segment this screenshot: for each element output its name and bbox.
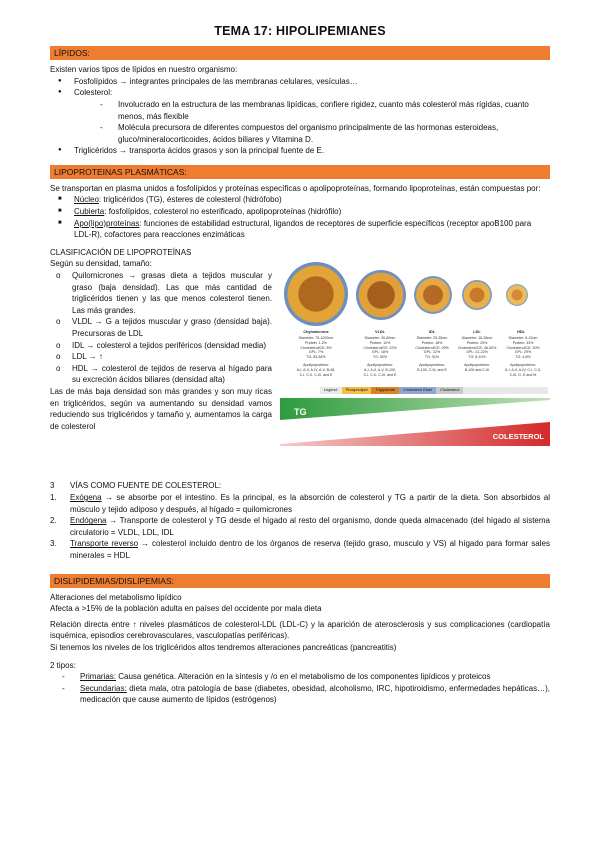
hdl-particle — [506, 284, 528, 306]
term: Transporte reverso — [70, 539, 139, 549]
definition: dieta mala, otra patología de base (diabetes, obesidad, alcoholismo, IRC, hipotiroidismo, enfermedades hepáticas…), medicación que cause aumento de lípidos (estrógenos) — [80, 683, 550, 705]
list-item — [50, 538, 550, 561]
lipidos-list — [50, 76, 550, 157]
definition: → colesterol incluido dentro de los órganos de reserva (tejido graso, musculo y VS) al hígado para formar sales minerales = HDL — [70, 539, 550, 560]
item-number: 2. — [50, 516, 57, 526]
idl-particle — [414, 276, 452, 314]
list-item — [60, 683, 550, 706]
tipos-list — [50, 671, 550, 706]
dislipidemias-p2: Afecta a >15% de la población adulta en países del occidente por mala dieta — [50, 604, 322, 614]
dislipidemias-p1: Alteraciones del metabolismo lipídico — [50, 592, 182, 602]
particle-info: Diameter: 18-28nm Protein: 25% Cholesterol/CE: 46-50% GPL: 21-22% TG: 8-10% — [457, 336, 497, 359]
chylomicron-particle — [284, 262, 348, 326]
clasificacion-text — [50, 258, 272, 432]
colesterol-label: COLESTEROL — [492, 432, 544, 442]
vias-heading — [50, 480, 550, 492]
list-item: o Quilomicrones → grasas dieta a tejidos muscular y graso (baja densidad). Las que más cantidad de triglicéridos tienen y las que menos colesterol tienen. Las más grandes. — [50, 270, 272, 316]
tg-wedge — [280, 398, 550, 420]
definition: → se absorbe por el intestino. Es la principal, es la absorción de colesterol y TG a partir de la dieta. Son absorbidos al músculo y tejido adiposo y después, al hígado = quilomicrones — [70, 493, 550, 514]
particle-label: HDL — [517, 330, 525, 335]
list-item: - Molécula precursora de diferentes compuestos del organismo principalmente de las hormonas esteroideas, gluco/mineralocorticoides, ácidos biliares y Vitamina D. — [96, 122, 550, 145]
term: Apo(lipo)proteínas — [74, 218, 140, 228]
list-item — [50, 87, 550, 145]
list-item — [50, 194, 550, 206]
item-number: 3. — [50, 539, 57, 549]
ldl-particle — [462, 280, 492, 310]
term: Secundarias: — [80, 683, 127, 693]
tipos-label: 2 tipos: — [50, 660, 76, 670]
term: Endógena — [70, 516, 107, 526]
list-item: ● Fosfolípidos → integrantes principales de las membranas celulares, vesículas… — [50, 76, 550, 88]
clasificacion-list — [50, 270, 272, 386]
term: Cubierta — [74, 207, 105, 217]
clasificacion-block — [50, 258, 550, 476]
dislipidemias-p3: Relación directa entre ↑ niveles plasmáticos de colesterol-LDL (LDL-C) y la aparición de aterosclerosis y sus complicaciones (cardiopatía isquémica, episodios cerebrovasculares, vasculopatías periféricas). — [50, 619, 550, 641]
list-item: o VLDL → G a tejidos muscular y graso (densidad baja). Precursoras de LDL — [50, 316, 272, 339]
particle-info: Diameter: 75-1200nm Protein: 1-2% Cholesterol/CE: 8% GPL: 7% TG: 83-84% — [298, 336, 334, 359]
vias-heading-number: 3 — [50, 481, 55, 491]
section-header-dislipidemias: DISLIPIDEMIAS/DISLIPEMIAS: — [50, 574, 550, 588]
particle-apo: Apolipoproteins: A-I, A-II, A-V, B-100, C-I, C-II, C-III, and E — [363, 363, 397, 377]
particle-info: Diameter: 30-80nm Protein: 10% Cholesterol/CE: 22% GPL: 18% TG: 50% — [363, 336, 397, 359]
term: Exógena — [70, 493, 102, 503]
colesterol-sublist — [74, 99, 550, 145]
lipoproteinas-list — [50, 194, 550, 240]
term: Primarias: — [80, 672, 117, 682]
list-item: o IDL → colesterol a tejidos periféricos (densidad media) — [50, 340, 272, 352]
clasificacion-subheading: Según su densidad, tamaño: — [50, 259, 152, 269]
legend-item: Phospholipid — [342, 387, 372, 394]
particle-label: IDL — [428, 330, 436, 335]
particle-label: Chylomicrons — [303, 330, 329, 335]
list-item: o HDL → colesterol de tejidos de reserva al hígado para su excreción ácidos biliares (densidad alta) — [50, 363, 272, 386]
vias-heading-text: VÍAS COMO FUENTE DE COLESTEROL: — [70, 481, 222, 491]
particle-apo: Apolipoproteins: A-I, A-II, A-IV, A-V, B-48, C-I, C-II, C-III, and E — [296, 363, 336, 377]
figure-legend — [320, 387, 548, 394]
legend-item: Legend: — [324, 388, 338, 393]
vldl-particle — [356, 270, 406, 320]
dislipidemias-p4: Si tenemos los niveles de los triglicéridos altos tendremos alteraciones pancreáticas (pancreatitis) — [50, 642, 397, 652]
particle-label: VLDL — [375, 330, 385, 335]
vias-list — [50, 492, 550, 562]
list-item: - Involucrado en la estructura de las membranas lipídicas, confiere rigidez, cuanto más colesterol más rígidas, cuanto menos, más flexible — [96, 99, 550, 122]
definition: : triglicéridos (TG), ésteres de colesterol (hidrófobo) — [98, 195, 282, 205]
definition: : funciones de estabilidad estructural, ligandos de receptores de superficie específicos (receptor apoB100 para LDL-R), cofactores para reacciones enzimáticas — [74, 218, 532, 240]
tg-label: TG — [294, 407, 307, 418]
definition: : fosfolípidos, colesterol no esterificado, apolipoproteínas (hidrófilo) — [104, 207, 342, 217]
definition: Causa genética. Alteración en la síntesis y /o en el metabolismo de los componentes lipídicos y proteicos — [116, 672, 491, 682]
page-title: TEMA 17: HIPOLIPEMIANES — [214, 24, 386, 38]
clasificacion-summary: Las de más baja densidad son más grandes y son muy ricas en triglicéridos, según va aumentando su densidad vamos reduciendo sus triglicéridos y tamaño y, aumentamos la carga de colesterol — [50, 386, 272, 431]
lipoproteinas-intro: Se transportan en plasma unidos a fosfolípidos y proteínas específicas o apolipoproteínas, formando lipoproteínas, están compuestas por: — [50, 183, 541, 193]
section-header-lipidos: LÍPIDOS: — [50, 46, 550, 60]
particle-label: LDL — [473, 330, 481, 335]
particle-apo: Apolipoproteins: B-100 and C-III — [464, 363, 490, 373]
list-item: ● Triglicéridos → transporta ácidos grasos y son la principal fuente de E. — [50, 145, 550, 157]
particle-apo: Apolipoproteins: A-I, A-II, A-IV, C-I, C-II, C-III, D, E and M — [504, 363, 541, 377]
particle-info: Diameter: 25-35nm Protein: 18% Cholesterol/CE: 29% GPL: 22% TG: 31% — [415, 336, 449, 359]
list-item — [50, 206, 550, 218]
term: Núcleo — [74, 195, 99, 205]
lipoprotein-figure — [280, 260, 550, 444]
list-item — [50, 515, 550, 538]
legend-item: Cholesterol — [436, 387, 463, 394]
particle-info: Diameter: 5-12nm Protein: 33% Cholesterol/CE: 30% GPL: 29% TG: 4-8% — [506, 336, 540, 359]
list-item — [50, 492, 550, 515]
list-item — [50, 218, 550, 241]
legend-item: Triglyceride — [371, 387, 398, 394]
legend-item: Cholesterol Ester — [399, 387, 436, 394]
lipidos-intro: Existen varios tipos de lípidos en nuestro organismo: — [50, 65, 238, 75]
list-item — [60, 671, 550, 683]
list-item: o LDL → ↑ — [50, 351, 272, 363]
section-header-lipoproteinas: LIPOPROTEINAS PLASMÁTICAS: — [50, 165, 550, 179]
item-number: 1. — [50, 493, 57, 503]
definition: → Transporte de colesterol y TG desde el hígado al resto del organismo, donde queda almacenado (del hígado al sistema circulatorio = VLDL, LDL, IDL — [70, 516, 550, 537]
clasificacion-heading: CLASIFICACIÓN DE LIPOPROTEÍNAS — [50, 247, 192, 257]
particle-apo: Apolipoproteins: B-100, C-III, and E — [417, 363, 447, 373]
colesterol-label: Colesterol: — [74, 88, 113, 98]
